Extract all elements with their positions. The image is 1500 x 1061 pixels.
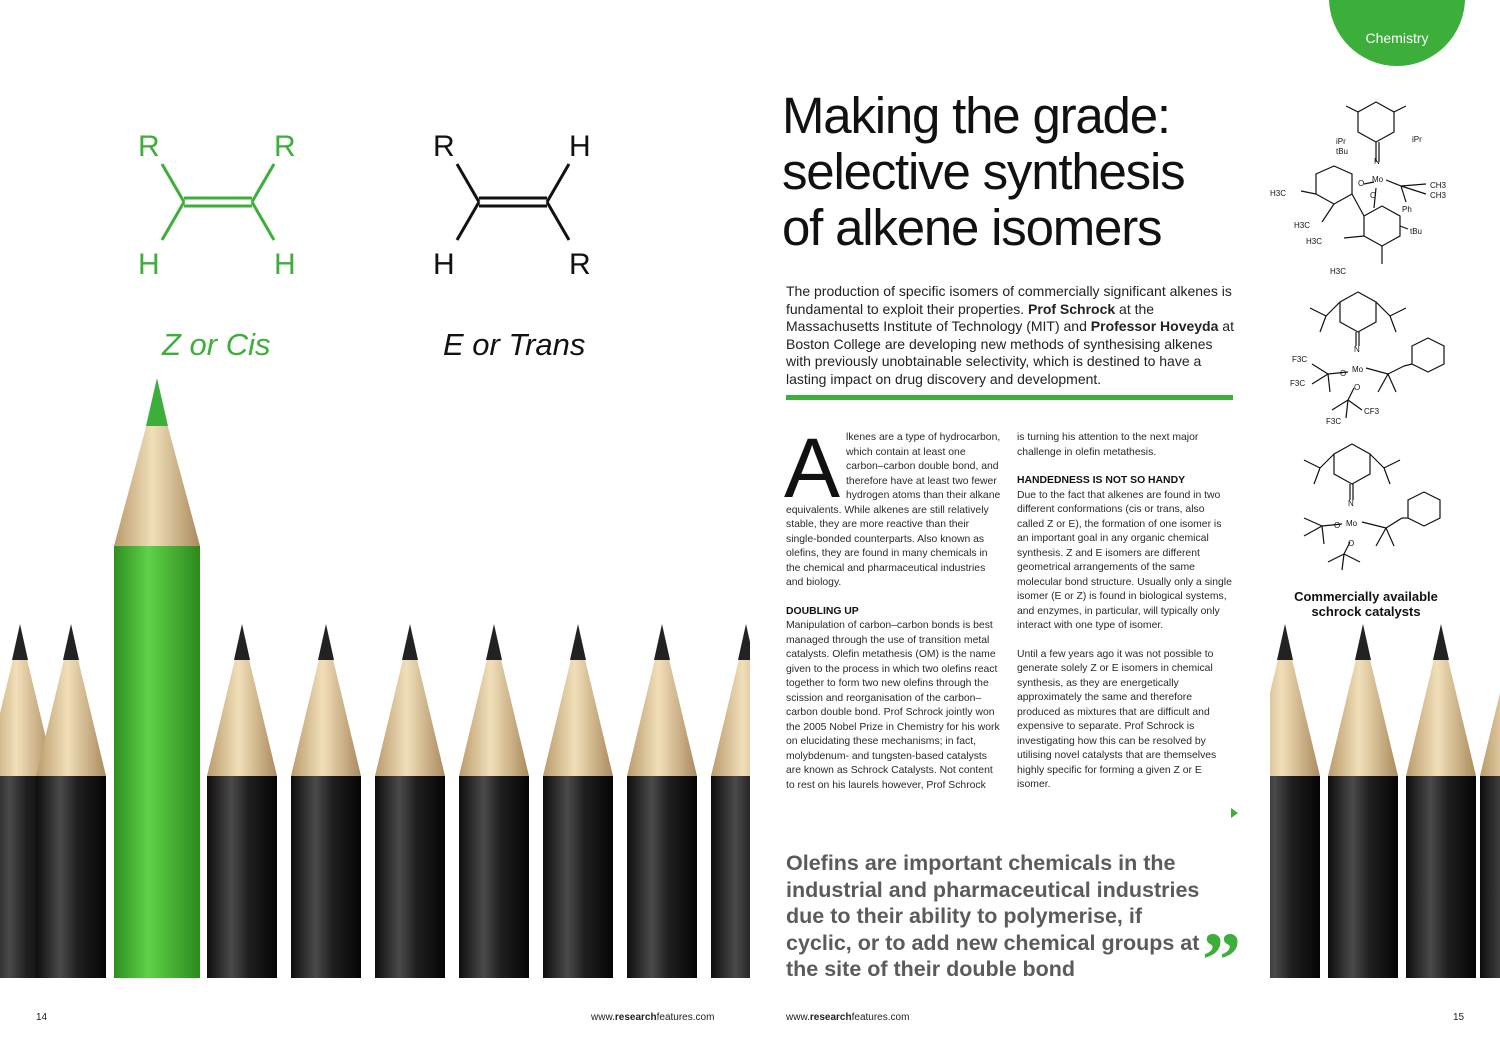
s1-label-h3c-1: H3C <box>1270 189 1287 198</box>
catalyst-caption <box>1275 589 1457 619</box>
intro-text-3: at Boston College are developing new methods of synthesising alkenes with previously unobtainable selectivity, which is destined to have a lasting impact on drug discovery and development. <box>786 318 1234 387</box>
col1-paragraph-2: Manipulation of carbon–carbon bonds is best managed through the use of transition metal catalysts. Olefin metathesis (OM) is the name given to the process in which two olefins react together to form two new olefins through the scission and reorganisation of the carbon–carbon double bond. Prof Schrock jointly won the 2005 Nobel Prize in Chemistry for his work on elucidating these mechanisms; in fact, molybdenum- and tungsten-based catalysts are known as Schrock Catalysts. Not content to rest on his laurels however, Prof Schrock <box>786 620 1000 791</box>
col2-paragraph-2: Due to the fact that alkenes are found in two different conformations (cis or trans, also called Z or E), the formation of one isomer is an important goal in any organic chemical synthesis. Z and E isomers are different geometrical arrangements of the same molecular bond structure. Usually only a single isomer (E or Z) is found in biological systems, and enzymes, in particular, will typically only interact with one type of isomer. <box>1017 489 1232 631</box>
body-column-2 <box>1017 431 1232 793</box>
cis-alkene-diagram <box>130 120 310 290</box>
s1-label-o-2: O <box>1370 191 1377 200</box>
s1-label-ch3-2: CH3 <box>1430 191 1447 200</box>
s1-label-o-1: O <box>1358 179 1365 188</box>
url-prefix: www. <box>591 1012 615 1023</box>
cis-label: Z or Cis <box>162 327 271 362</box>
s1-label-ipr-1: iPr <box>1336 137 1346 146</box>
s2-label-f3c-2: F3C <box>1290 379 1306 388</box>
trans-top-left: R <box>433 130 455 163</box>
continue-arrow-icon <box>1231 808 1238 818</box>
catalyst-caption-line-2: schrock catalysts <box>1311 604 1421 619</box>
s3-label-n: N <box>1348 499 1354 508</box>
article-headline <box>782 88 1252 256</box>
body-column-1 <box>784 421 1001 793</box>
s2-label-f3c-1: F3C <box>1292 355 1308 364</box>
url-bold: research <box>809 1012 852 1023</box>
s2-label-o-1: O <box>1340 369 1347 378</box>
s2-label-n: N <box>1354 345 1360 354</box>
pencil-photo-right <box>1270 600 1500 978</box>
s1-label-ipr-2: iPr <box>1412 135 1422 144</box>
s1-label-ch3-1: CH3 <box>1430 181 1447 190</box>
green-pencil <box>112 376 202 978</box>
footer-url-left[interactable] <box>591 1012 714 1023</box>
cis-top-left: R <box>138 130 160 163</box>
url-suffix: features.com <box>851 1012 910 1023</box>
s1-label-h3c-3: H3C <box>1306 237 1323 246</box>
col1-paragraph-1: lkenes are a type of hydrocarbon, which contain at least one carbon–carbon double bond, and therefore have at least two fewer hydrogen atoms than their alkane equivalents. While alkenes are still relatively stable, they are more reactive than their single-bonded counterparts. Also known as olefins, they are found in many chemicals in the chemical and pharmaceutical industries and biology. <box>786 432 1001 588</box>
section-badge-label: Chemistry <box>1365 30 1429 46</box>
trans-bottom-left: H <box>433 248 455 281</box>
intro-name-schrock: Prof Schrock <box>1028 300 1116 317</box>
catalyst-structure-1 <box>1266 96 1466 281</box>
subheading-doubling-up: DOUBLING UP <box>786 605 859 617</box>
footer-url-right[interactable] <box>786 1012 909 1023</box>
headline-line-1: Making the grade: <box>782 87 1170 144</box>
intro-name-hoveyda: Professor Hoveyda <box>1090 318 1219 335</box>
page-number-right: 15 <box>1453 1012 1465 1023</box>
pull-quote: Olefins are important chemicals in the industrial and pharmaceutical industries due to their ability to polymerise, if cyclic, or to add new chemical groups at the site of their double bond <box>786 851 1200 982</box>
s2-label-cf3: CF3 <box>1364 407 1380 416</box>
quote-mark-icon: ” <box>1202 916 1241 1003</box>
trans-label: E or Trans <box>443 327 586 362</box>
s2-label-o-2: O <box>1354 383 1361 392</box>
headline-line-3: of alkene isomers <box>782 199 1162 256</box>
s1-label-n: N <box>1374 157 1380 166</box>
intro-text-1: The production of specific isomers of commercially significant alkenes is fundamental to exploit their properties. <box>786 283 1232 317</box>
catalyst-structure-2 <box>1286 284 1466 429</box>
intro-text-2: at the Massachusetts Institute of Technology (MIT) and <box>786 300 1155 335</box>
divider-rule <box>786 395 1233 400</box>
catalyst-caption-line-1: Commercially available <box>1294 589 1438 604</box>
s1-label-mo: Mo <box>1372 175 1384 184</box>
subheading-handedness: HANDEDNESS IS NOT SO HANDY <box>1017 475 1186 486</box>
page-number-left: 14 <box>36 1012 48 1023</box>
article-intro <box>786 283 1234 389</box>
trans-top-right: H <box>569 130 591 163</box>
col2-paragraph-1: is turning his attention to the next major challenge in olefin metathesis. <box>1017 432 1199 458</box>
s3-label-o-2: O <box>1348 539 1355 548</box>
s2-label-f3c-3: F3C <box>1326 417 1342 426</box>
cis-bottom-left: H <box>138 248 160 281</box>
cis-top-right: R <box>274 130 296 163</box>
s2-label-mo: Mo <box>1352 365 1364 374</box>
url-bold: research <box>614 1012 657 1023</box>
trans-alkene-diagram <box>425 120 605 290</box>
drop-cap: A <box>784 421 841 515</box>
s1-label-tbu-1: tBu <box>1336 147 1349 156</box>
catalyst-structure-3 <box>1290 436 1460 576</box>
headline-line-2: selective synthesis <box>782 143 1185 200</box>
cis-bottom-right: H <box>274 248 296 281</box>
col2-paragraph-3: Until a few years ago it was not possible to generate solely Z or E isomers in chemical synthesis, as they are energetically approximately the same and therefore produced as mixtures that are difficult and expensive to separate. Prof Schrock is investigating how this can be resolved by utilising novel catalysts that are themselves highly specific for forming a given Z or E isomer. <box>1017 648 1217 790</box>
s3-label-mo: Mo <box>1346 519 1358 528</box>
s1-label-h3c-4: H3C <box>1330 267 1347 276</box>
s1-label-ph: Ph <box>1402 205 1412 214</box>
s3-label-o-1: O <box>1334 521 1341 530</box>
s1-label-h3c-2: H3C <box>1294 221 1311 230</box>
s1-label-tbu-2: tBu <box>1410 227 1423 236</box>
url-suffix: features.com <box>656 1012 715 1023</box>
trans-bottom-right: R <box>569 248 591 281</box>
url-prefix: www. <box>786 1012 810 1023</box>
